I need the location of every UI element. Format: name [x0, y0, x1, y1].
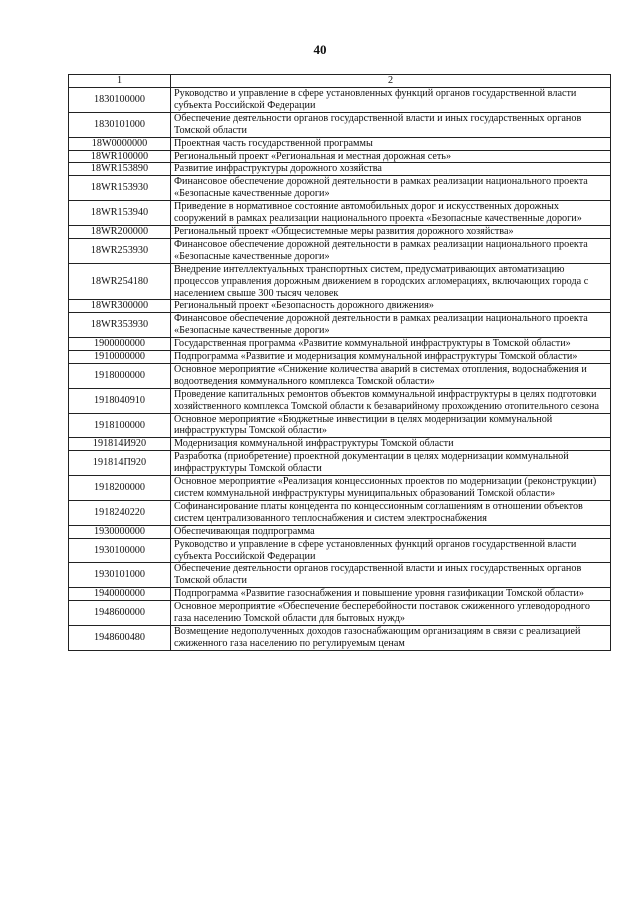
table-row [69, 438, 611, 451]
table-row [69, 525, 611, 538]
row-description: Разработка (приобретение) проектной документации в целях модернизации коммунальной инфраструктуры Томской области [171, 451, 611, 476]
row-description: Государственная программа «Развитие коммунальной инфраструктуры в Томской области» [171, 338, 611, 351]
table-row [69, 588, 611, 601]
table-row [69, 150, 611, 163]
row-description: Региональный проект «Региональная и местная дорожная сеть» [171, 150, 611, 163]
row-code: 18WR153930 [69, 176, 171, 201]
row-code: 1948600480 [69, 625, 171, 650]
table-row [69, 225, 611, 238]
row-code: 18WR254180 [69, 263, 171, 300]
row-code: 1930101000 [69, 563, 171, 588]
table-row [69, 413, 611, 438]
row-description: Подпрограмма «Развитие газоснабжения и повышение уровня газификации Томской области» [171, 588, 611, 601]
row-description: Приведение в нормативное состояние автомобильных дорог и искусственных дорожных сооружений в рамках реализации национального проекта «Безопасные качественные дороги» [171, 201, 611, 226]
row-code: 1910000000 [69, 351, 171, 364]
row-code: 1918040910 [69, 388, 171, 413]
row-code: 1918000000 [69, 363, 171, 388]
table-row [69, 601, 611, 626]
row-description: Финансовое обеспечение дорожной деятельности в рамках реализации национального проекта «Безопасные качественные дороги» [171, 176, 611, 201]
table-row [69, 300, 611, 313]
row-description: Региональный проект «Общесистемные меры развития дорожного хозяйства» [171, 225, 611, 238]
row-code: 1900000000 [69, 338, 171, 351]
column-header-name: 2 [171, 75, 611, 88]
column-header-code: 1 [69, 75, 171, 88]
row-code: 18WR353930 [69, 313, 171, 338]
row-description: Региональный проект «Безопасность дорожного движения» [171, 300, 611, 313]
row-code: 18WR253930 [69, 238, 171, 263]
table-row [69, 338, 611, 351]
page-number: 40 [313, 42, 327, 57]
row-description: Обеспечение деятельности органов государственной власти и иных государственных органов Томской области [171, 112, 611, 137]
row-code: 18WR300000 [69, 300, 171, 313]
row-code: 18WR100000 [69, 150, 171, 163]
table-row [69, 163, 611, 176]
row-code: 18WR200000 [69, 225, 171, 238]
table-row [69, 363, 611, 388]
row-description: Обеспечение деятельности органов государственной власти и иных государственных органов Томской области [171, 563, 611, 588]
row-code: 191814П920 [69, 451, 171, 476]
row-code: 1948600000 [69, 601, 171, 626]
row-code: 1930100000 [69, 538, 171, 563]
row-code: 18W0000000 [69, 137, 171, 150]
row-description: Основное мероприятие «Снижение количества аварий в системах отопления, водоснабжения и водоотведения коммунального комплекса Томской области» [171, 363, 611, 388]
table-row [69, 263, 611, 300]
row-description: Руководство и управление в сфере установленных функций органов государственной власти субъекта Российской Федерации [171, 88, 611, 113]
table-row [69, 176, 611, 201]
table-row [69, 625, 611, 650]
table-row [69, 538, 611, 563]
row-description: Финансовое обеспечение дорожной деятельности в рамках реализации национального проекта «Безопасные качественные дороги» [171, 313, 611, 338]
row-description: Проведение капитальных ремонтов объектов коммунальной инфраструктуры в целях подготовки хозяйственного комплекса Томской области к безаварийному прохождению отопительного сезона [171, 388, 611, 413]
row-description: Внедрение интеллектуальных транспортных систем, предусматривающих автоматизацию процессов управления дорожным движением в городских агломерациях, включающих города с населением свыше 300 тысяч человек [171, 263, 611, 300]
table-row [69, 238, 611, 263]
row-description: Модернизация коммунальной инфраструктуры Томской области [171, 438, 611, 451]
row-code: 1940000000 [69, 588, 171, 601]
row-code: 1830101000 [69, 112, 171, 137]
table-row [69, 451, 611, 476]
row-code: 191814И920 [69, 438, 171, 451]
row-description: Подпрограмма «Развитие и модернизация коммунальной инфраструктуры Томской области» [171, 351, 611, 364]
table-row [69, 500, 611, 525]
table-row [69, 476, 611, 501]
table-row [69, 313, 611, 338]
table-row [69, 388, 611, 413]
table-row [69, 112, 611, 137]
row-description: Финансовое обеспечение дорожной деятельности в рамках реализации национального проекта «Безопасные качественные дороги» [171, 238, 611, 263]
row-code: 1930000000 [69, 525, 171, 538]
row-description: Развитие инфраструктуры дорожного хозяйства [171, 163, 611, 176]
row-code: 1918100000 [69, 413, 171, 438]
table-row [69, 351, 611, 364]
row-code: 1918240220 [69, 500, 171, 525]
row-description: Проектная часть государственной программы [171, 137, 611, 150]
row-description: Софинансирование платы концедента по концессионным соглашениям в отношении объектов систем централизованного теплоснабжения и систем электроснабжения [171, 500, 611, 525]
table-header-row [69, 75, 611, 88]
row-code: 1918200000 [69, 476, 171, 501]
row-description: Основное мероприятие «Реализация концессионных проектов по модернизации (реконструкции) систем коммунальной инфраструктуры муниципальных образований Томской области» [171, 476, 611, 501]
table-body [69, 88, 611, 651]
row-description: Руководство и управление в сфере установленных функций органов государственной власти субъекта Российской Федерации [171, 538, 611, 563]
row-code: 1830100000 [69, 88, 171, 113]
table-row [69, 137, 611, 150]
table-row [69, 201, 611, 226]
row-description: Возмещение недополученных доходов газоснабжающим организациям в связи с реализацией сжиженного газа населению по регулируемым ценам [171, 625, 611, 650]
row-description: Обеспечивающая подпрограмма [171, 525, 611, 538]
row-description: Основное мероприятие «Бюджетные инвестиции в целях модернизации коммунальной инфраструктуры Томской области» [171, 413, 611, 438]
row-description: Основное мероприятие «Обеспечение бесперебойности поставок сжиженного углеводородного газа населению Томской области для бытовых нужд» [171, 601, 611, 626]
budget-code-table [68, 74, 611, 651]
table-row [69, 563, 611, 588]
table-row [69, 88, 611, 113]
row-code: 18WR153940 [69, 201, 171, 226]
row-code: 18WR153890 [69, 163, 171, 176]
